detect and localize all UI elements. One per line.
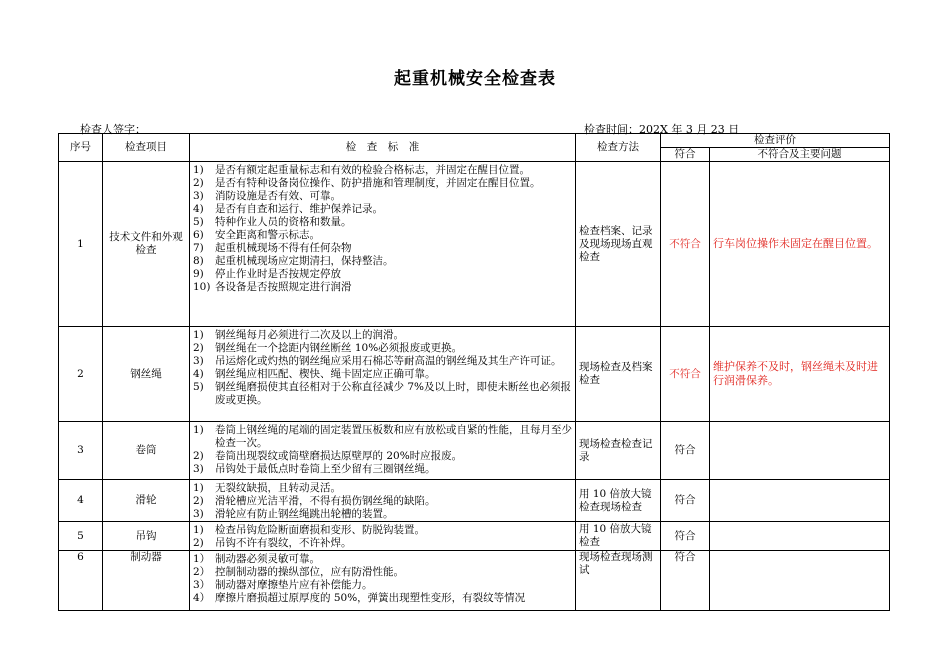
criterion-line: [193, 482, 572, 495]
row-number: 4: [59, 480, 103, 522]
criterion-line: [193, 342, 572, 355]
row-item: 吊钩: [103, 522, 190, 551]
criterion-line: [193, 229, 572, 242]
criterion-line: [193, 368, 572, 381]
row-conform: 符合: [661, 522, 710, 551]
criterion-number: 1): [193, 329, 204, 341]
header-method: 检查方法: [576, 134, 661, 162]
criterion-text: 起重机械现场不得有任何杂物: [215, 242, 352, 254]
header-no: 序号: [59, 134, 103, 162]
header-evaluation: 检查评价: [661, 134, 890, 148]
table-row: [59, 422, 890, 480]
row-method: 现场检查及档案检查: [576, 327, 661, 422]
criterion-number: 5): [193, 216, 204, 228]
criterion-number: 8): [193, 255, 204, 267]
table-row: [59, 480, 890, 522]
criterion-text: 制动器对摩擦垫片应有补偿能力。: [215, 579, 373, 591]
criterion-text: 摩擦片磨损超过原厚度的 50%，弹簧出现塑性变形，有裂纹等情况: [215, 592, 526, 604]
criterion-line: [193, 268, 572, 281]
criterion-line: [193, 495, 572, 508]
row-number: 6: [59, 551, 103, 611]
criterion-number: 3）: [193, 579, 211, 591]
criterion-number: 1）: [193, 553, 211, 565]
criterion-line: [193, 203, 572, 216]
row-conform: 不符合: [661, 327, 710, 422]
criterion-number: 1): [193, 524, 204, 536]
criterion-line: [193, 450, 572, 463]
inspector-signature-label: 检查人签字：: [80, 123, 146, 136]
row-item: 制动器: [103, 551, 190, 611]
criterion-number: 3): [193, 463, 204, 475]
criterion-text: 制动器必须灵敏可靠。: [215, 553, 320, 565]
criterion-line: [193, 216, 572, 229]
criterion-text: 滑轮槽应光洁平滑，不得有损伤钢丝绳的缺陷。: [215, 495, 436, 507]
row-number: 5: [59, 522, 103, 551]
row-problem: [710, 480, 890, 522]
header-standard: 检 查 标 准: [190, 134, 576, 162]
criterion-number: 10): [193, 281, 211, 293]
row-number: 1: [59, 162, 103, 327]
row-conform: 符合: [661, 422, 710, 480]
criterion-line: [193, 255, 572, 268]
criterion-line: [193, 190, 572, 203]
inspection-time: 检查时间：202X 年 3 月 23 日: [584, 123, 740, 136]
criterion-line: [193, 381, 572, 407]
row-item: 滑轮: [103, 480, 190, 522]
criterion-number: 1): [193, 164, 204, 176]
criterion-text: 吊运熔化或灼热的钢丝绳应采用石棉芯等耐高温的钢丝绳及其生产许可证。: [215, 355, 562, 367]
row-criteria: [190, 480, 576, 522]
row-item: 钢丝绳: [103, 327, 190, 422]
row-problem: [710, 522, 890, 551]
row-conform: 不符合: [661, 162, 710, 327]
row-number: 3: [59, 422, 103, 480]
criterion-text: 钢丝绳应相匹配、楔快、绳卡固定应正确可靠。: [215, 368, 436, 380]
header-item: 检查项目: [103, 134, 190, 162]
row-criteria: [190, 422, 576, 480]
criterion-text: 是否有自查和运行、维护保养记录。: [215, 203, 383, 215]
criterion-line: [193, 463, 572, 476]
row-item: 技术文件和外观检查: [103, 162, 190, 327]
row-number: 2: [59, 327, 103, 422]
criterion-number: 6): [193, 229, 204, 241]
criterion-line: [193, 524, 572, 537]
row-method: 用 10 倍放大镜检查现场检查: [576, 480, 661, 522]
criterion-text: 是否有特种设备岗位操作、防护措施和管理制度，并固定在醒目位置。: [215, 177, 541, 189]
criterion-line: [193, 566, 572, 579]
criterion-number: 2): [193, 177, 204, 189]
row-method: 现场检查现场测试: [576, 551, 661, 611]
criterion-text: 钢丝绳在一个捻距内钢丝断丝 10%必须报废或更换。: [215, 342, 463, 354]
criterion-text: 卷筒上钢丝绳的尾端的固定装置压板数和应有放松或自紧的性能，且每月至少检查一次。: [215, 424, 572, 449]
row-criteria: [190, 162, 576, 327]
table-row: [59, 327, 890, 422]
criterion-text: 吊钩不许有裂纹，不许补焊。: [215, 537, 352, 549]
criterion-text: 特种作业人员的资格和数量。: [215, 216, 352, 228]
criterion-number: 3): [193, 190, 204, 202]
criterion-text: 无裂纹缺损，且转动灵活。: [215, 482, 341, 494]
row-problem: [710, 551, 890, 611]
header-nonconform: 不符合及主要问题: [710, 148, 890, 162]
row-item: 卷筒: [103, 422, 190, 480]
criterion-text: 检查吊钩危险断面磨损和变形、防脱钩装置。: [215, 524, 425, 536]
row-problem: [710, 422, 890, 480]
row-conform: 符合: [661, 551, 710, 611]
row-conform: 符合: [661, 480, 710, 522]
criterion-number: 2）: [193, 566, 211, 578]
criterion-number: 1): [193, 424, 204, 436]
criterion-line: [193, 537, 572, 550]
criterion-number: 5): [193, 381, 204, 393]
criterion-line: [193, 508, 572, 521]
criterion-number: 2): [193, 342, 204, 354]
criterion-text: 钢丝绳磨损使其直径相对于公称直径减少 7%及以上时，即使未断丝也必须报废或更换。: [215, 381, 571, 406]
row-method: 检查档案、记录及现场现场直观检查: [576, 162, 661, 327]
criterion-number: 9): [193, 268, 204, 280]
criterion-text: 起重机械现场应定期清扫，保持整洁。: [215, 255, 394, 267]
row-problem: 行车岗位操作未固定在醒目位置。: [710, 162, 890, 327]
criterion-number: 4): [193, 203, 204, 215]
criterion-text: 是否有额定起重量标志和有效的检验合格标志，并固定在醒目位置。: [215, 164, 530, 176]
criterion-number: 1): [193, 482, 204, 494]
criterion-number: 4): [193, 368, 204, 380]
criterion-line: [193, 329, 572, 342]
criterion-text: 各设备是否按照规定进行润滑: [215, 281, 352, 293]
criterion-line: [193, 177, 572, 190]
criterion-text: 控制制动器的操纵部位，应有防滑性能。: [215, 566, 404, 578]
row-problem: 维护保养不及时，钢丝绳未及时进行润滑保养。: [710, 327, 890, 422]
header-conform: 符合: [661, 148, 710, 162]
criterion-number: 2): [193, 450, 204, 462]
table-row: [59, 522, 890, 551]
row-method: 用 10 倍放大镜检查: [576, 522, 661, 551]
criterion-number: 3): [193, 508, 204, 520]
criterion-line: [193, 579, 572, 592]
criterion-text: 消防设施是否有效、可靠。: [215, 190, 341, 202]
criterion-text: 安全距离和警示标志。: [215, 229, 320, 241]
criterion-line: [193, 164, 572, 177]
criterion-line: [193, 281, 572, 294]
criterion-line: [193, 242, 572, 255]
criterion-text: 卷筒出现裂纹或筒壁磨损达原壁厚的 20%时应报废。: [215, 450, 463, 462]
inspection-table: [58, 133, 890, 611]
row-criteria: [190, 522, 576, 551]
criterion-number: 7): [193, 242, 204, 254]
row-criteria: [190, 551, 576, 611]
criterion-line: [193, 592, 572, 605]
criterion-line: [193, 355, 572, 368]
criterion-number: 2): [193, 537, 204, 549]
criterion-number: 2): [193, 495, 204, 507]
table-row: [59, 551, 890, 611]
page-title: 起重机械安全检查表: [394, 69, 556, 89]
table-row: [59, 162, 890, 327]
row-criteria: [190, 327, 576, 422]
criterion-line: [193, 424, 572, 450]
criterion-text: 停止作业时是否按规定停放: [215, 268, 341, 280]
criterion-line: [193, 553, 572, 566]
criterion-text: 滑轮应有防止钢丝绳跳出轮槽的装置。: [215, 508, 394, 520]
criterion-number: 3): [193, 355, 204, 367]
row-method: 现场检查检查记录: [576, 422, 661, 480]
criterion-text: 吊钩处于最低点时卷筒上至少留有三圈钢丝绳。: [215, 463, 436, 475]
criterion-text: 钢丝绳每月必须进行二次及以上的润滑。: [215, 329, 404, 341]
criterion-number: 4）: [193, 592, 211, 604]
